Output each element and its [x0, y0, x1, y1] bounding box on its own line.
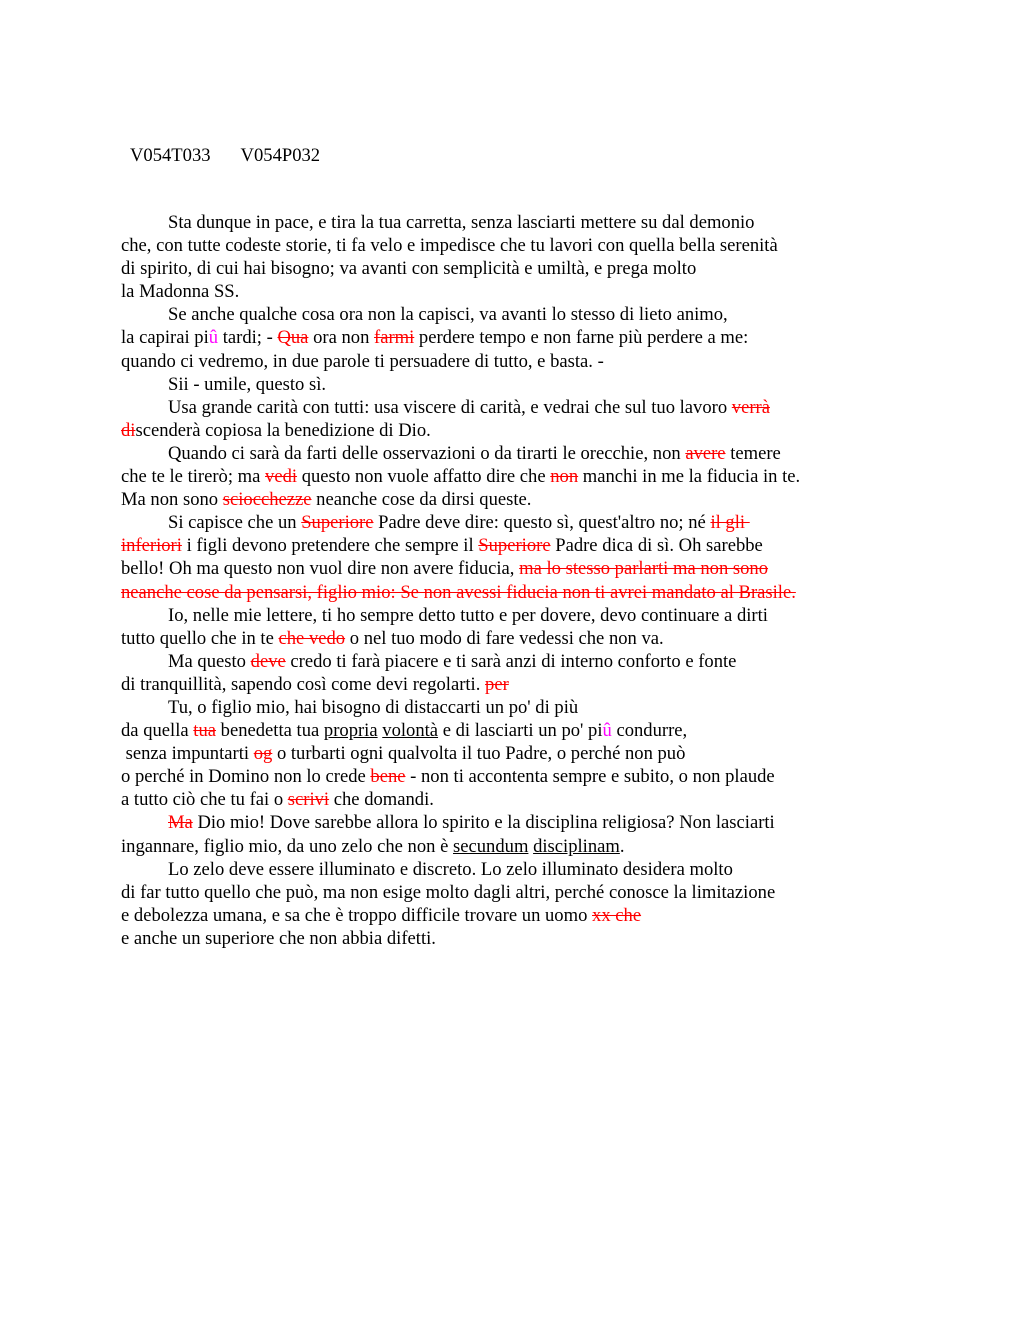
- text-run: da quella: [121, 720, 194, 742]
- deleted-text: sciocchezze: [222, 489, 312, 511]
- text-line: [121, 719, 921, 742]
- text-run: .: [619, 835, 625, 857]
- deleted-text: di: [121, 419, 136, 441]
- text-line: [121, 811, 921, 834]
- text-run: - non ti accontenta sempre e subito, o non plaude: [405, 766, 775, 788]
- text-run: tutto quello che in te: [121, 627, 279, 649]
- text-run: bello! Oh ma questo non vuol dire non avere fiducia,: [121, 558, 520, 580]
- deleted-text: deve: [250, 650, 286, 672]
- text-line: [121, 280, 921, 303]
- deleted-text: inferiori: [121, 535, 182, 557]
- deleted-text: vedi: [265, 466, 298, 488]
- text-line: [121, 835, 921, 858]
- letter-body: [121, 211, 921, 950]
- text-run: o nel tuo modo di fare vedessi che non va.: [345, 627, 664, 649]
- text-run: ora non: [308, 327, 375, 349]
- text-line: [121, 419, 921, 442]
- deleted-text: neanche cose da pensarsi, figlio mio: Se non avessi fiducia non ti avrei mandato al Brasile.: [121, 581, 796, 603]
- text-line: [121, 788, 921, 811]
- text-line: [121, 858, 921, 881]
- text-line: [121, 442, 921, 465]
- text-run: che domandi.: [329, 789, 434, 811]
- text-line: [121, 511, 921, 534]
- text-run: Se anche qualche cosa ora non la capisci, va avanti lo stesso di lieto animo,: [168, 304, 728, 326]
- inserted-text: û: [602, 720, 612, 742]
- underlined-text: volontà: [382, 720, 439, 742]
- deleted-text: farmi: [374, 327, 415, 349]
- text-line: [121, 211, 921, 234]
- text-run: i figli devono pretendere che sempre il: [181, 535, 479, 557]
- text-run: di tranquillità, sapendo così come devi regolarti.: [121, 673, 486, 695]
- inserted-text: û: [208, 327, 219, 349]
- text-run: che, con tutte codeste storie, ti fa velo e impedisce che tu lavori con quella bella serenità: [121, 235, 778, 257]
- text-line: [121, 904, 921, 927]
- text-run: e di lasciarti un po' pi: [438, 720, 603, 742]
- text-line: [121, 557, 921, 580]
- text-run: Lo zelo deve essere illuminato e discreto. Lo zelo illuminato desidera molto: [168, 858, 733, 880]
- text-line: [121, 373, 921, 396]
- text-line: [121, 534, 921, 557]
- text-run: di far tutto quello che può, ma non esige molto dagli altri, perché conosce la limitazione: [121, 881, 776, 903]
- text-run: e debolezza umana, e sa che è troppo difficile trovare un uomo: [121, 904, 593, 926]
- text-run: la capirai pi: [121, 327, 209, 349]
- text-run: Ma non sono: [121, 489, 223, 511]
- text-line: [121, 234, 921, 257]
- text-run: temere: [725, 442, 781, 464]
- text-line: [121, 350, 921, 373]
- text-run: manchi in me la fiducia in te.: [578, 466, 801, 488]
- deleted-text: Ma: [168, 812, 193, 834]
- text-line: [121, 627, 921, 650]
- text-run: la Madonna SS.: [121, 281, 240, 303]
- text-line: [121, 881, 921, 904]
- text-run: Ma questo: [168, 650, 251, 672]
- text-run: Tu, o figlio mio, hai bisogno di distaccarti un po' di più: [168, 696, 579, 718]
- text-run: che te le tirerò; ma: [121, 466, 266, 488]
- deleted-text: verrà: [731, 396, 770, 418]
- text-run: Sii - umile, questo sì.: [168, 373, 327, 395]
- text-line: [121, 326, 921, 349]
- deleted-text: il gli: [710, 512, 750, 534]
- text-run: o perché in Domino non lo crede: [121, 766, 371, 788]
- text-run: condurre,: [611, 720, 688, 742]
- deleted-text: che vedo: [278, 627, 346, 649]
- text-run: o turbarti ogni qualvolta il tuo Padre, o perché non può: [272, 743, 686, 765]
- deleted-text: Superiore: [301, 512, 374, 534]
- document-code-left: V054T033: [129, 145, 211, 166]
- document-code-right: V054P032: [240, 145, 321, 166]
- underlined-text: secundum: [453, 835, 529, 857]
- text-run: Si capisce che un: [168, 512, 302, 534]
- deleted-text: scrivi: [287, 789, 330, 811]
- deleted-text: og: [253, 743, 273, 765]
- text-run: perdere tempo e non farne più perdere a me:: [414, 327, 749, 349]
- deleted-text: Qua: [277, 327, 309, 349]
- text-line: [121, 650, 921, 673]
- text-run: scenderà copiosa la benedizione di Dio.: [135, 419, 431, 441]
- text-run: senza impuntarti: [121, 743, 254, 765]
- underlined-text: propria: [323, 720, 378, 742]
- text-line: [121, 396, 921, 419]
- text-run: Dio mio! Dove sarebbe allora lo spirito e la disciplina religiosa? Non lasciarti: [192, 812, 775, 834]
- text-line: [121, 673, 921, 696]
- text-run: a tutto ciò che tu fai o: [121, 789, 288, 811]
- text-line: [121, 604, 921, 627]
- document-header: [121, 121, 320, 167]
- deleted-text: avere: [685, 442, 726, 464]
- deleted-text: non: [550, 466, 579, 488]
- text-run: questo non vuole affatto dire che: [297, 466, 551, 488]
- text-run: quando ci vedremo, in due parole ti persuadere di tutto, e basta. -: [121, 350, 604, 372]
- text-run: tardi; -: [218, 327, 278, 349]
- text-run: Usa grande carità con tutti: usa viscere di carità, e vedrai che sul tuo lavoro: [168, 396, 732, 418]
- text-line: [121, 257, 921, 280]
- text-run: e anche un superiore che non abbia difetti.: [121, 927, 436, 949]
- text-run: Padre dica di sì. Oh sarebbe: [550, 535, 763, 557]
- text-run: ingannare, figlio mio, da uno zelo che non è: [121, 835, 454, 857]
- text-run: benedetta tua: [216, 720, 324, 742]
- deleted-text: ma lo stesso parlarti ma non sono: [519, 558, 769, 580]
- deleted-text: Superiore: [478, 535, 551, 557]
- text-run: Padre deve dire: questo sì, quest'altro no; né: [373, 512, 711, 534]
- text-line: [121, 581, 921, 604]
- deleted-text: tua: [193, 720, 216, 742]
- text-run: Quando ci sarà da farti delle osservazioni o da tirarti le orecchie, non: [168, 442, 686, 464]
- text-line: [121, 765, 921, 788]
- text-run: di spirito, di cui hai bisogno; va avanti con semplicità e umiltà, e prega molto: [121, 258, 697, 280]
- text-line: [121, 742, 921, 765]
- text-run: neanche cose da dirsi queste.: [311, 489, 532, 511]
- text-line: [121, 303, 921, 326]
- text-line: [121, 488, 921, 511]
- text-run: Io, nelle mie lettere, ti ho sempre detto tutto e per dovere, devo continuare a dirti: [168, 604, 768, 626]
- deleted-text: xx che: [592, 904, 642, 926]
- underlined-text: disciplinam: [533, 835, 620, 857]
- text-line: [121, 465, 921, 488]
- text-run: Sta dunque in pace, e tira la tua carretta, senza lasciarti mettere su dal demonio: [168, 212, 755, 233]
- text-line: [121, 696, 921, 719]
- text-line: [121, 927, 921, 950]
- deleted-text: bene: [370, 766, 406, 788]
- deleted-text: per: [485, 673, 509, 695]
- text-run: credo ti farà piacere e ti sarà anzi di interno conforto e fonte: [285, 650, 737, 672]
